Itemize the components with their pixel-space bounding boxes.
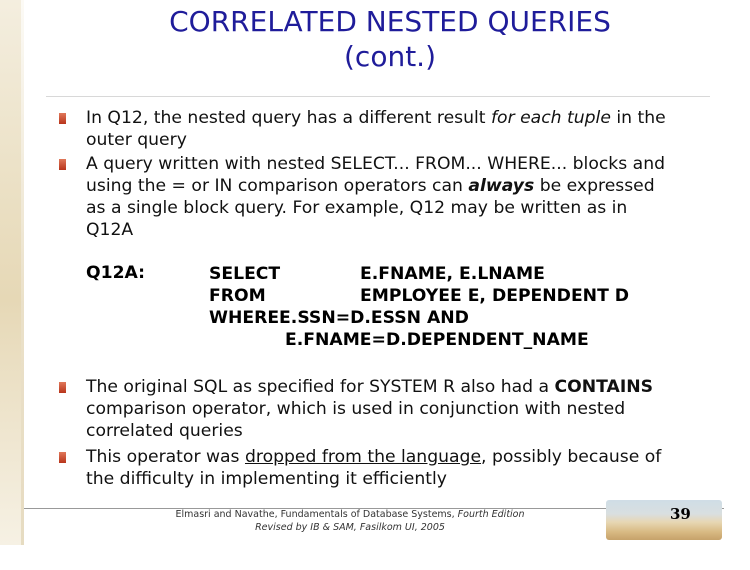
footer-line-1 <box>150 508 550 521</box>
bullet-1-text: In Q12, the nested query has a different result <box>86 108 491 128</box>
title-line-2: (cont.) <box>344 40 436 73</box>
bullet-2-line-2 <box>86 175 696 197</box>
slide-title <box>120 4 660 74</box>
title-divider <box>46 96 710 97</box>
bullet-4-line-1 <box>86 446 696 468</box>
bullet-marker-icon <box>59 159 66 170</box>
bullet-4 <box>86 446 696 490</box>
desert-landscape-image <box>606 500 722 540</box>
bullet-3-line-3: correlated queries <box>86 421 243 441</box>
bullet-4-text: This operator was <box>86 447 245 467</box>
select-keyword: SELECT <box>209 264 281 284</box>
bullet-2-line-3: as a single block query. For example, Q12 may be written as in <box>86 198 628 218</box>
bullet-3-text: The original SQL as specified for SYSTEM R also had a <box>86 377 555 397</box>
bullet-marker-icon <box>59 382 66 393</box>
bullet-1-text-end: in the <box>610 108 666 128</box>
where-clause-continuation: E.FNAME=D.DEPENDENT_NAME <box>285 330 589 350</box>
bullet-2-text: using the = or IN comparison operators can <box>86 176 469 196</box>
footer-credit: Elmasri and Navathe, Fundamentals of Database Systems, <box>175 509 458 520</box>
bullet-1-line-2: outer query <box>86 130 187 150</box>
sidebar-decoration <box>0 0 24 545</box>
bullet-marker-icon <box>59 452 66 463</box>
bullet-4-underlined: dropped from the language <box>244 447 482 467</box>
query-label: Q12A: <box>86 263 146 283</box>
select-columns: E.FNAME, E.LNAME <box>360 264 545 284</box>
footer-revision: Revised by IB & SAM, Fasilkom UI, 2005 <box>255 522 445 533</box>
bullet-2-line-1: A query written with nested SELECT... FROM... WHERE... blocks and <box>86 154 665 174</box>
bullet-marker-icon <box>59 113 66 124</box>
bullet-3-line-2: comparison operator, which is used in conjunction with nested <box>86 399 626 419</box>
bullet-2 <box>86 153 696 241</box>
footer-edition: Fourth Edition <box>457 509 525 520</box>
bullet-4-line-2: the difficulty in implementing it efficiently <box>86 469 447 489</box>
bullet-1-emphasis: for each tuple <box>491 108 611 128</box>
bullet-4-text-end: , possibly because of <box>481 447 662 467</box>
from-tables: EMPLOYEE E, DEPENDENT D <box>360 286 630 306</box>
page-number: 39 <box>670 505 691 523</box>
bullet-2-emphasis: always <box>468 176 535 196</box>
bullet-3-line-1 <box>86 376 696 398</box>
bullet-2-line-4: Q12A <box>86 220 134 240</box>
bullet-1 <box>86 107 696 151</box>
title-line-1: CORRELATED NESTED QUERIES <box>169 5 611 38</box>
from-keyword: FROM <box>209 286 266 306</box>
bullet-3-strong: CONTAINS <box>554 377 653 397</box>
bullet-3 <box>86 376 696 442</box>
footer-line-2 <box>150 521 550 534</box>
where-clause: WHEREE.SSN=D.ESSN AND <box>209 308 469 328</box>
slide-footer <box>150 508 550 534</box>
bullet-2-text-end: be expressed <box>534 176 655 196</box>
bullet-1-line-1 <box>86 107 696 129</box>
